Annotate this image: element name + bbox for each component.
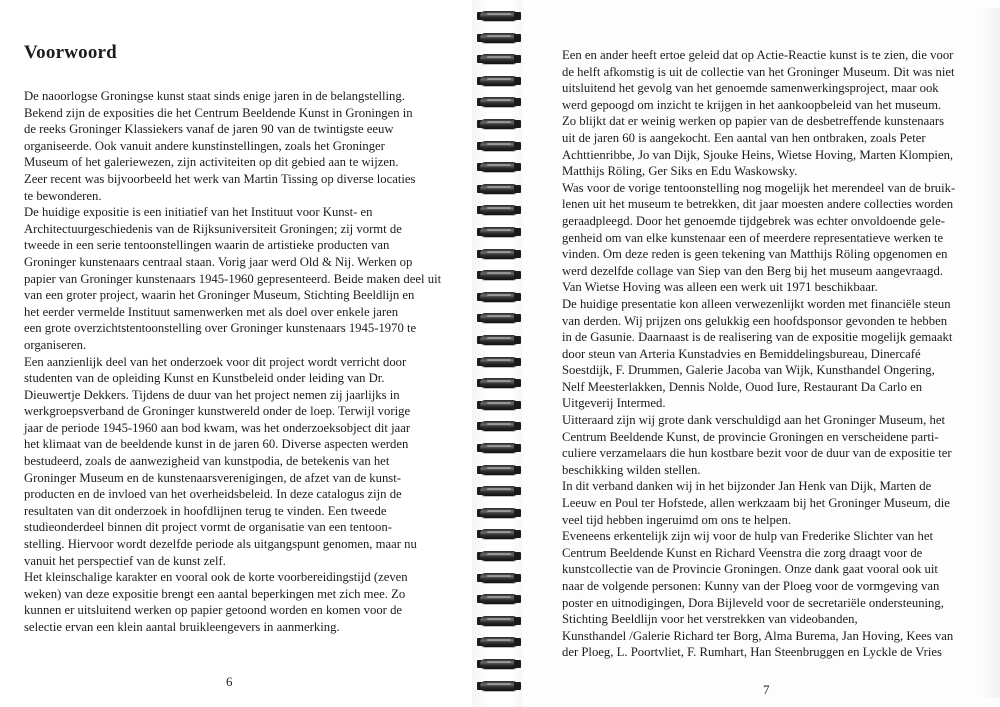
binding-coil <box>477 507 521 520</box>
text-line: werd gepoogd om inzicht te krijgen in het aankoopbeleid van het museum. <box>562 97 942 112</box>
binding-coil <box>477 53 521 66</box>
text-line: organiseren. <box>24 337 87 352</box>
binding-coil <box>477 572 521 585</box>
text-line: Centrum Beeldende Kunst en Richard Veenstra die zorg draagt voor de <box>562 545 923 560</box>
text-line: De huidige presentatie kon alleen verwezenlijkt worden met financiële steun <box>562 296 951 311</box>
text-line: door steun van Arteria Kunstadvies en Bemiddelingsbureau, Dinercafé <box>562 346 921 361</box>
binding-coil <box>477 680 521 693</box>
binding-coil <box>477 485 521 498</box>
binding-coil <box>477 442 521 455</box>
text-line: organiseerde. Ook vanuit andere kunstinstellingen, zoals het Groninger <box>24 138 385 153</box>
text-line: Centrum Beeldende Kunst, de provincie Groningen en verscheidene parti- <box>562 429 939 444</box>
text-line: De naoorlogse Groningse kunst staat sinds enige jaren in de belangstelling. <box>24 89 405 103</box>
text-line: het eerder vermelde Instituut samenwerken met als doel over enkele jaren <box>24 304 399 319</box>
text-line: naar de volgende personen: Kunny van der Ploeg voor de vormgeving van <box>562 579 940 593</box>
text-line: Dieuwertje Dekkers. Tijdens de duur van het project nemen zij jaarlijks in <box>24 387 400 402</box>
text-line: resultaten van dit onderzoek in hoofdlijnen terug te vinden. Een tweede <box>24 503 387 518</box>
text-line: Een en ander heeft ertoe geleid dat op Actie-Reactie kunst is te zien, die voor <box>562 48 954 62</box>
text-line: Zo blijkt dat er weinig werken op papier van de desbetreffende kunstenaars <box>562 114 945 129</box>
page-title: Voorwoord <box>24 42 117 63</box>
binding-coil <box>477 615 521 628</box>
text-line: Het kleinschalige karakter en vooral ook de korte voorbereidingstijd (zeven <box>24 570 408 585</box>
text-line: studieonderdeel binnen dit project vormt de organisatie van een tentoon- <box>24 520 392 535</box>
text-line: in de Gasunie. Daarnaast is de realisering van de expositie mogelijk gemaakt <box>562 330 953 345</box>
text-line: poster en uitnodigingen, Dora Bijleveld voor de secretariële ondersteuning, <box>562 595 944 610</box>
text-line: Een aanzienlijk deel van het onderzoek voor dit project wordt verricht door <box>24 354 407 369</box>
binding-coil <box>477 593 521 606</box>
text-line: geraadpleegd. Door het genoemde tijdgebrek was echter onvoldoende gele- <box>562 213 945 228</box>
binding-coil <box>477 183 521 196</box>
text-line: Groninger Museum en de kunstenaarsverenigingen, de afzet van de kunst- <box>24 470 401 485</box>
binding-coil <box>477 291 521 304</box>
binding-coil <box>477 161 521 174</box>
left-body-text <box>24 88 466 636</box>
binding-coil <box>477 140 521 153</box>
text-line: genheid om van elke kunstenaar een of meerdere representatieve werken te <box>562 230 944 245</box>
text-line: stelling. Hiervoor wordt dezelfde periode als uitgangspunt genomen, maar nu <box>24 537 417 552</box>
text-line: Uitgeverij Intermed. <box>562 396 666 411</box>
text-line: kunnen er uitsluitend werken op papier getoond worden en komen voor de <box>24 603 403 618</box>
text-line: te bewonderen. <box>24 188 102 203</box>
text-line: vanuit het perspectief van de kunst zelf. <box>24 553 226 568</box>
binding-coil <box>477 312 521 325</box>
text-line: Leeuw en Poul ter Hofstede, allen werkzaam bij het Groninger Museum, die <box>562 496 950 511</box>
text-line: Stichting Beeldlijn voor het verstrekken van videobanden, <box>562 612 858 627</box>
text-line: Groninger kunstenaars centraal staan. Vorig jaar werd Old & Nij. Werken op <box>24 254 413 269</box>
text-line: Eveneens erkentelijk zijn wij voor de hulp van Frederike Slichter van het <box>562 529 933 544</box>
binding-coil <box>477 658 521 671</box>
text-line: van derden. Wij prijzen ons gelukkig een hoofdsponsor gevonden te hebben <box>562 313 948 328</box>
text-line: weken) van deze expositie brengt een aantal beperkingen met zich mee. Zo <box>24 586 406 601</box>
binding-coil <box>477 248 521 261</box>
binding-coil <box>477 75 521 88</box>
text-line: tweede in een serie tentoonstellingen waarin de artistieke producten van <box>24 238 390 253</box>
binding-coil <box>477 204 521 217</box>
text-line: Van Wietse Hoving was alleen een werk uit 1971 beschikbaar. <box>562 280 878 295</box>
right-body-text <box>562 47 992 661</box>
text-line: kunstcollectie van de Provincie Groningen. Onze dank gaat vooral ook uit <box>562 562 938 577</box>
text-line: Nelf Meesterlakken, Dennis Nolde, Ouod Iure, Restaurant Da Carlo en <box>562 379 923 394</box>
page-number-right: 7 <box>763 682 770 697</box>
text-line: jaar de periode 1945-1960 aan bod kwam, was het onderzoeksobject dit jaar <box>24 420 411 435</box>
text-line: een grote overzichtstentoonstelling over Groninger kunstenaars 1945-1970 te <box>24 321 417 336</box>
binding-coil <box>477 420 521 433</box>
text-line: uit de jaren 60 is aangekocht. Een aantal van hen ontbraken, zoals Peter <box>562 130 926 145</box>
text-line: Zeer recent was bijvoorbeeld het werk van Martin Tissing op diverse locaties <box>24 171 416 186</box>
text-line: werd dezelfde collage van Siep van den Berg bij het museum aangevraagd. <box>562 263 943 278</box>
text-line: In dit verband danken wij in het bijzonder Jan Henk van Dijk, Marten de <box>562 479 932 494</box>
text-line: veel tijd hebben ingeruimd om ons te helpen. <box>562 512 792 527</box>
text-line: de helft afkomstig is uit de collectie van het Groninger Museum. Dit was niet <box>562 64 955 79</box>
text-line: het klimaat van de beeldende kunst in de jaren 60. Diverse aspecten werden <box>24 437 409 452</box>
text-line: producten en de invloed van het overheidsbeleid. In deze catalogus zijn de <box>24 487 402 502</box>
binding-coil <box>477 10 521 23</box>
binding-coil <box>477 118 521 131</box>
binding-coil <box>477 377 521 390</box>
text-line: vinden. Om deze reden is geen tekening van Matthijs Röling opgenomen en <box>562 247 948 262</box>
text-line: culiere verzamelaars die hun kostbare bezit voor de duur van de expositie ter <box>562 446 952 461</box>
binding-coil <box>477 96 521 109</box>
text-line: Achttienribbe, Jo van Dijk, Sjouke Heins, Wietse Hoving, Marten Klompien, <box>562 147 954 162</box>
binding-coil <box>477 399 521 412</box>
right-page <box>522 0 1000 707</box>
binding-coil <box>477 226 521 239</box>
binding-coil <box>477 464 521 477</box>
binding-coil <box>477 528 521 541</box>
text-line: werkgroepsverband de Groninger kunstwereld onder de loep. Terwijl vorige <box>24 404 411 419</box>
text-line: bestudeerd, zoals de aanwezigheid van kunstpodia, de betekenis van het <box>24 454 390 469</box>
binding-coil <box>477 356 521 369</box>
text-line: Museum of het galeriewezen, zijn activiteiten op dit gebied aan te wijzen. <box>24 155 399 170</box>
text-line: Architectuurgeschiedenis van de Rijksuniversiteit Groningen; zij vormt de <box>24 221 402 236</box>
text-line: de reeks Groninger Klassiekers vanaf de jaren 90 van de twintigste eeuw <box>24 122 394 137</box>
text-line: Kunsthandel /Galerie Richard ter Borg, Alma Burema, Jan Hoving, Kees van <box>562 628 954 643</box>
text-line: van een groter project, waarin het Groninger Museum, Stichting Beeldlijn en <box>24 288 415 303</box>
text-line: der Ploeg, L. Poortvliet, F. Rumhart, Han Steenbruggen en Lyckle de Vries <box>562 645 942 660</box>
text-line: Matthijs Röling, Ger Siks en Edu Waskowsky. <box>562 164 798 179</box>
text-line: Soestdijk, F. Drummen, Galerie Jacoba van Wijk, Kunsthandel Ongering, <box>562 363 935 378</box>
text-line: Uitteraard zijn wij grote dank verschuldigd aan het Groninger Museum, het <box>562 413 945 428</box>
left-page <box>0 0 478 707</box>
text-line: papier van Groninger kunstenaars 1945-1960 gepresenteerd. Beide maken deel uit <box>24 271 442 286</box>
text-line: studenten van de opleiding Kunst en Kunstbeleid onder leiding van Dr. <box>24 371 385 386</box>
binding-coil <box>477 32 521 45</box>
text-line: De huidige expositie is een initiatief van het Instituut voor Kunst- en <box>24 205 373 220</box>
page-number-left: 6 <box>226 674 233 689</box>
text-line: Was voor de vorige tentoonstelling nog mogelijk het merendeel van de bruik- <box>562 180 956 195</box>
binding-coil <box>477 636 521 649</box>
spiral-binding <box>472 0 528 707</box>
binding-coil <box>477 334 521 347</box>
text-line: lenen uit het museum te betrekken, dit jaar moesten andere collecties worden <box>562 197 954 212</box>
binding-coil <box>477 269 521 282</box>
text-line: uitsluitend het gevolg van het genoemde samenwerkingsproject, maar ook <box>562 81 939 96</box>
text-line: Bekend zijn de exposities die het Centrum Beeldende Kunst in Groningen in <box>24 105 413 120</box>
binding-coil <box>477 550 521 563</box>
text-line: beschikking wilden stellen. <box>562 462 701 477</box>
text-line: selectie ervan een klein aantal bruikleengevers in aanmerking. <box>24 620 340 634</box>
